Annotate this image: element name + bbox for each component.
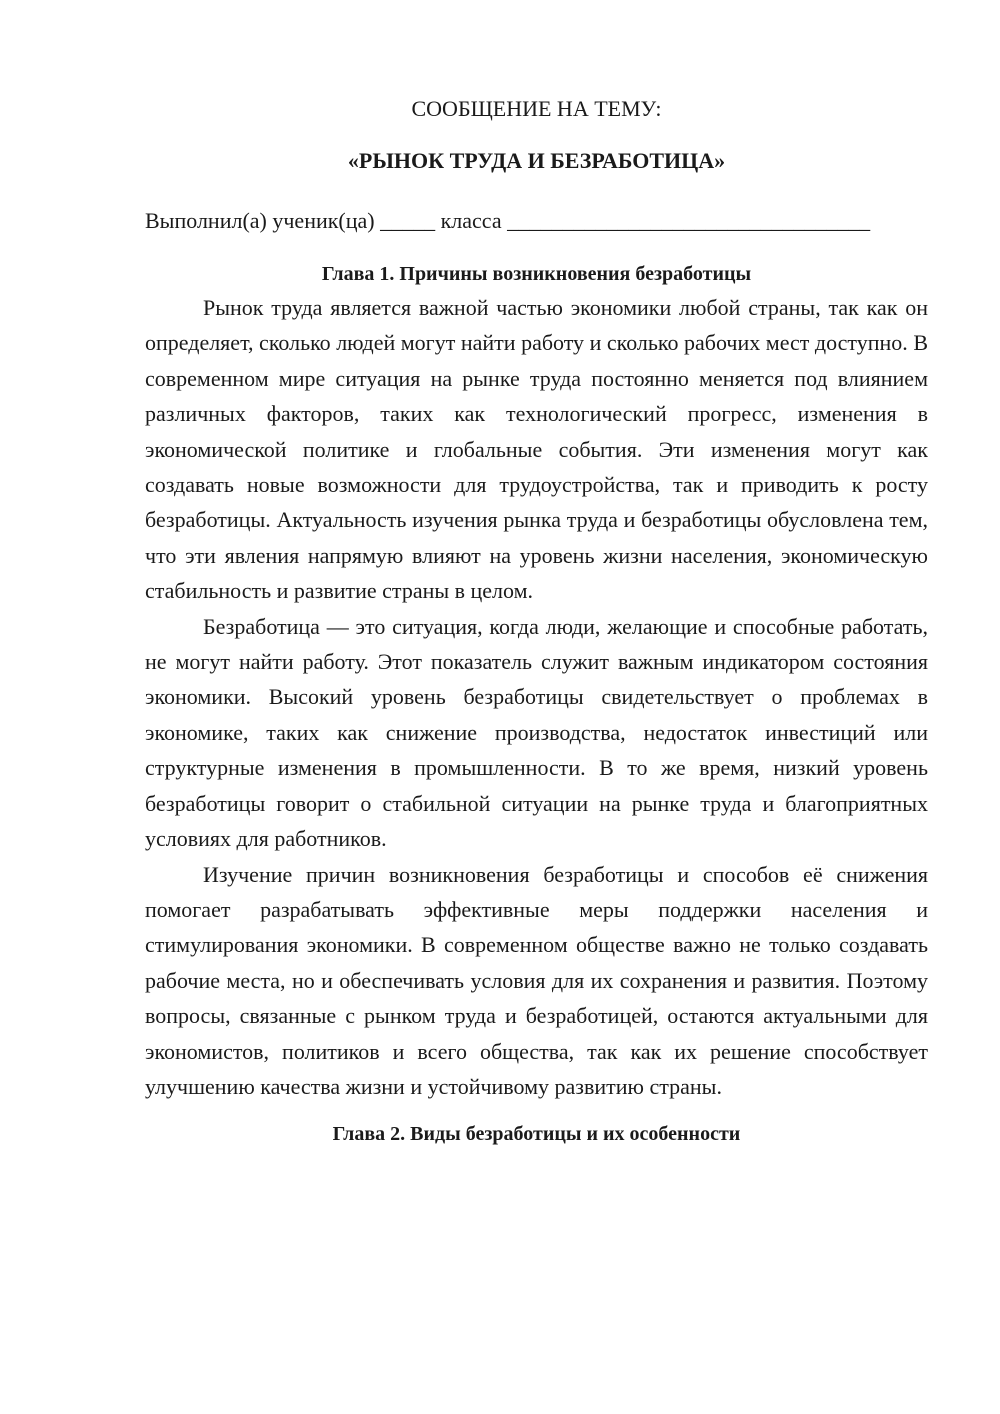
paragraph-1: Рынок труда является важной частью экономики любой страны, так как он определяет, сколько людей могут найти работу и сколько рабочих мест доступно. В современном мире ситуация на рынке труда постоянно меняется под влиянием различных факторов, таких как технологический прогресс, изменения в экономической политике и глобальные события. Эти изменения могут как создавать новые возможности для трудоустройства, так и приводить к росту безработицы. Актуальность изучения рынка труда и безработицы обусловлена тем, что эти явления напрямую влияют на уровень жизни населения, экономическую стабильность и развитие страны в целом. (145, 295, 928, 604)
paragraph-3: Изучение причин возникновения безработицы и способов её снижения помогает разрабатывать эффективные меры поддержки населения и стимулирования экономики. В современном обществе важно не только создавать рабочие места, но и обеспечивать условия для их сохранения и развития. Поэтому вопросы, связанные с рынком труда и безработицей, остаются актуальными для экономистов, политиков и всего общества, так как их решение способствует улучшению качества жизни и устойчивому развитию страны. (145, 861, 928, 1099)
chapter-2-title: Глава 2. Виды безработицы и их особенности (332, 1123, 741, 1146)
author-line: Выполнил(а) ученик(ца) _____ класса _________________________________ (145, 208, 871, 233)
document-heading: СООБЩЕНИЕ НА ТЕМУ: (411, 96, 662, 121)
chapter-1-title: Глава 1. Причины возникновения безработицы (321, 263, 752, 285)
document-topic-title: «РЫНОК ТРУДА И БЕЗРАБОТИЦА» (347, 148, 726, 173)
document-page (145, 92, 928, 1150)
paragraph-2: Безработица — это ситуация, когда люди, желающие и способные работать, не могут найти работу. Этот показатель служит важным индикатором состояния экономики. Высокий уровень безработицы свидетельствует о проблемах в экономике, таких как снижение производства, недостаток инвестиций или структурные изменения в промышленности. В то же время, низкий уровень безработицы говорит о стабильной ситуации на рынке труда и благоприятных условиях для работников. (145, 613, 928, 852)
